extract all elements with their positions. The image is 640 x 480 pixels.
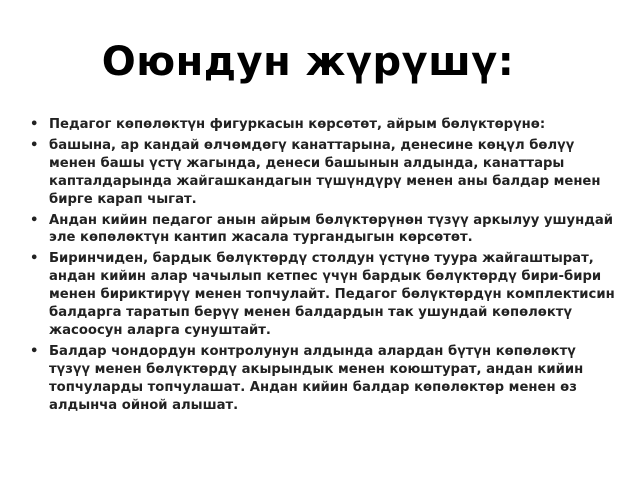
bullet-text: Педагог көпөлөктүн фигуркасын көрсөтөт, айрым бөлүктөрүнө:: [49, 117, 546, 132]
bullet-text: башына, ар кандай өлчөмдөгү канаттарына, денесине көңүл бөлүү менен башы үстү жагында, денеси башынын алдында, канаттары капталдарында жайгашкандагын түшүндүрү менен аны балдар менен бирге карап чыгат.: [49, 137, 601, 207]
bullet-dot-icon: •: [30, 251, 39, 267]
bullet-item: [30, 116, 620, 134]
bullet-item: [30, 250, 620, 340]
bullet-text: Балдар чондордун контролунун алдында алардан бүтүн көпөлөктү түзүү менен бөлүктөрдү акырындык менен коюштурат, андан кийин топчуларды топчулашат. Андан кийин балдар көпөлөктөр менен өз алдынча ойной алышат.: [49, 343, 584, 413]
bullet-dot-icon: •: [30, 343, 39, 359]
bullet-item: [30, 343, 620, 415]
bullet-dot-icon: •: [30, 137, 39, 153]
bullet-dot-icon: •: [30, 212, 39, 228]
bullet-dot-icon: •: [30, 117, 39, 132]
bullet-item: [30, 137, 620, 209]
slide-title: [0, 38, 640, 86]
bullet-list: [30, 116, 620, 418]
bullet-text: Андан кийин педагог анын айрым бөлүктөрүнөн түзүү аркылуу ушундай эле көпөлөктүн кантип жасала тургандыгын көрсөтөт.: [49, 212, 614, 246]
bullet-text: Биринчиден, бардык бөлүктөрдү столдун үстүнө туура жайгаштырат, андан кийин алар чачылып кетпес үчүн бардык бөлүктөрдү бири-бири менен бириктирүү менен топчулайт. Педагог бөлүктөрдүн комплектисин балдарга таратып берүү менен балдардын так ушундай көпөлөктү жасоосун аларга сунуштайт.: [49, 251, 615, 338]
slide-title-text: Оюндун жүрүшү:: [101, 39, 515, 85]
bullet-item: [30, 212, 620, 248]
